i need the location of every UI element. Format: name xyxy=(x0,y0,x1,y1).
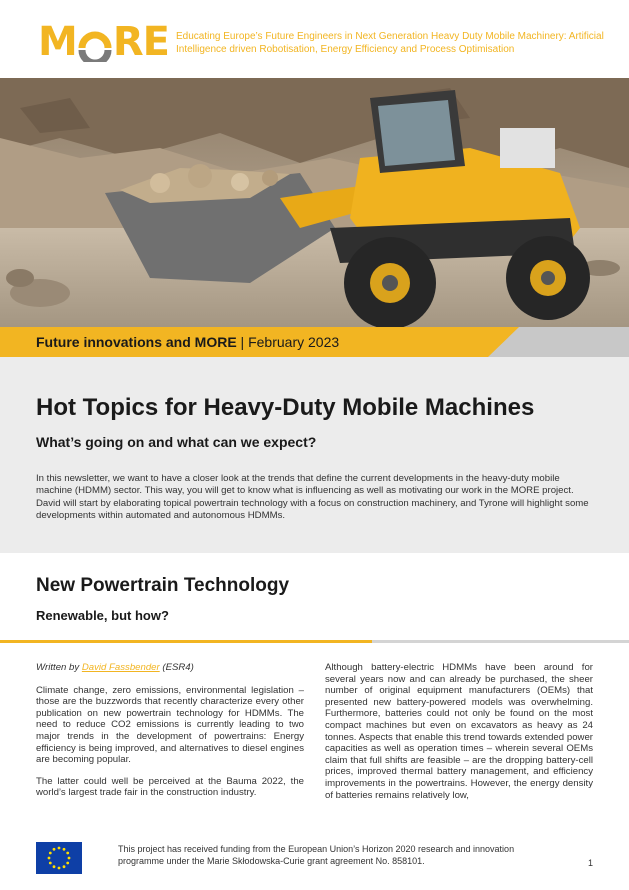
left-column xyxy=(36,662,304,809)
issue-date: February 2023 xyxy=(248,334,340,350)
funding-notice: This project has received funding from the European Union’s Horizon 2020 research and innovation programme under the Marie Skłodowska-Curie grant agreement No. 858101. xyxy=(118,844,515,866)
footer xyxy=(0,832,629,890)
page-number: 1 xyxy=(588,858,594,868)
newsletter-subtitle: What’s going on and what can we expect? xyxy=(36,434,317,450)
wheel-loader-illustration xyxy=(0,78,629,330)
body-paragraph: Although battery-electric HDMMs have been around for several years now and can already be purchased, the sheer number of original equipment manufacturers (OEMs) that presented new battery-powered models was overwhelming. Furthermore, batteries could not only be found on the most compact machines but even on excavators as heavy as 24 tonnes. Aspects that enable this trend towards extended power capacities as well as operation times – wherein several OEMs claim that full shifts are feasible – are the dropping battery-cell prices, improved thermal battery management, and efficiency improvements in the powertrains. However, the energy density of batteries remains relatively low, xyxy=(325,662,593,801)
newsletter-title: Hot Topics for Heavy-Duty Mobile Machines xyxy=(36,394,535,421)
section-subtitle: Renewable, but how? xyxy=(36,608,169,623)
body-paragraph: Climate change, zero emissions, environmental legislation – those are the buzzwords that recently characterize every other publication on new powertrain technology for HDMMs. The need to reduce CO2 emissions is currently leading to two major trends in the development of powertrains: Energy efficiency is being improved, and alternatives to diesel engines are becoming popular. xyxy=(36,684,304,766)
logo-letter-m: M xyxy=(38,19,77,65)
issue-band xyxy=(0,327,629,357)
project-tagline: Educating Europe’s Future Engineers in Next Generation Heavy Duty Mobile Machinery: Artificial Intelligence driven Robotisation, Energy Efficiency and Process Optimisation xyxy=(176,31,604,55)
divider-grey xyxy=(372,640,629,643)
body-paragraph: The latter could well be perceived at the Bauma 2022, the world’s largest trade fair in the construction industry. xyxy=(36,775,304,799)
intro-section xyxy=(0,357,629,553)
byline-suffix: (ESR4) xyxy=(159,662,194,673)
issue-label xyxy=(36,334,339,350)
divider-yellow xyxy=(0,640,372,643)
right-column xyxy=(325,662,593,811)
section-title: New Powertrain Technology xyxy=(36,575,290,596)
hero-image xyxy=(0,78,629,330)
author-link[interactable]: David Fassbender xyxy=(81,662,160,673)
intro-paragraph: In this newsletter, we want to have a closer look at the trends that define the current developments in the heavy-duty mobile machine (HDMM) sector. This way, you will get to know what is influencing as well as motivating our work in the MORE project. David will start by elaborating topical powertrain technology with a focus on construction machinery, and Tyrone will highlight some developments within automated and autonomous HDMMs. xyxy=(36,473,589,522)
header xyxy=(0,0,629,78)
more-logo xyxy=(38,19,169,65)
logo-o-icon xyxy=(78,28,112,62)
section-divider xyxy=(0,640,629,644)
byline-prefix: Written by xyxy=(36,662,82,673)
eu-flag-icon xyxy=(36,842,82,874)
series-name: Future innovations and MORE xyxy=(36,334,237,350)
byline xyxy=(36,662,304,674)
logo-letters-re: RE xyxy=(112,19,169,65)
separator: | xyxy=(236,334,249,350)
